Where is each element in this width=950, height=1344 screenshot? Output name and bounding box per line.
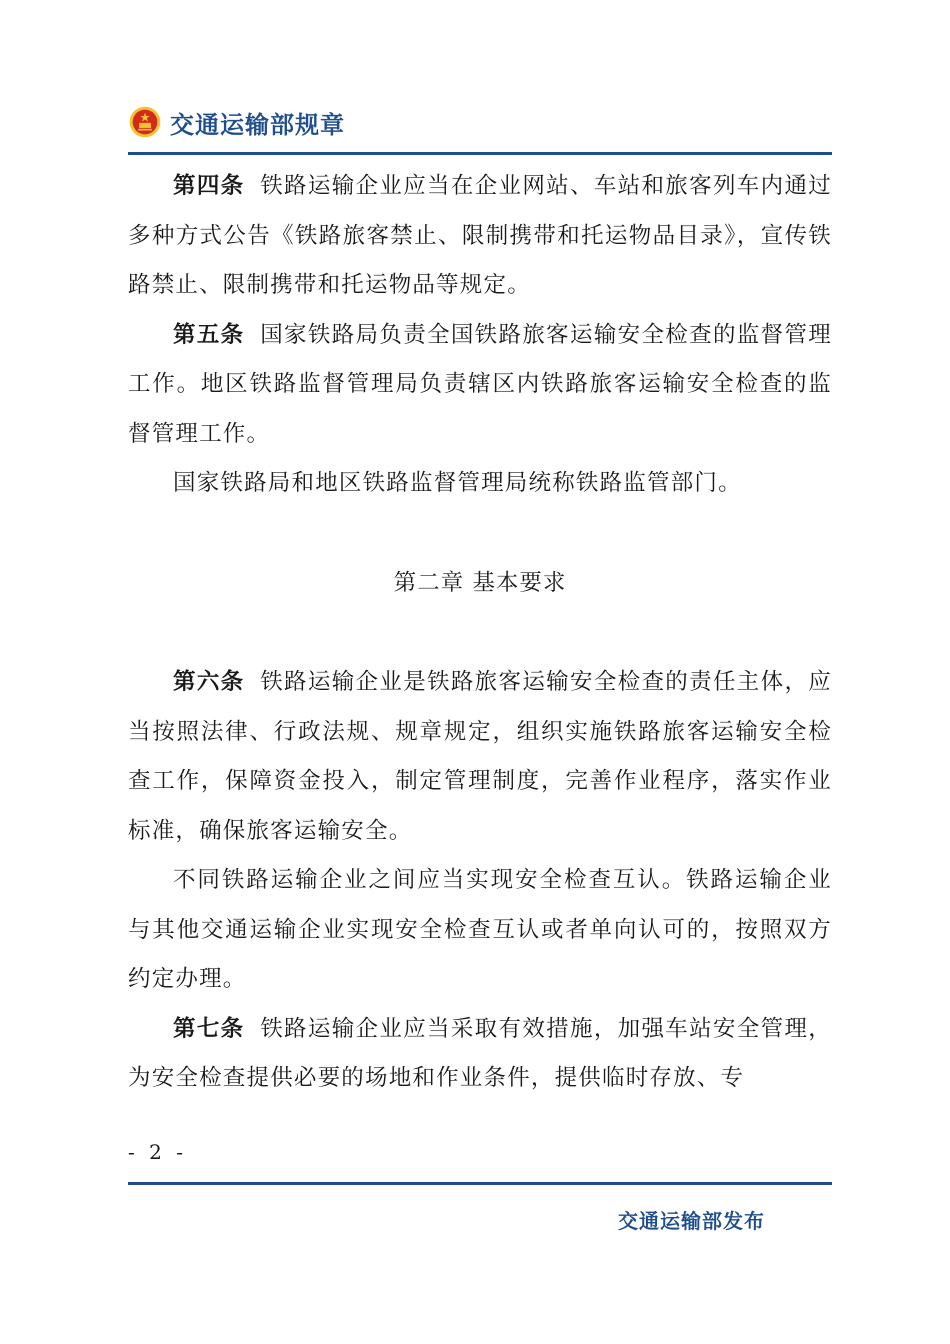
header-title: 交通运输部规章 [170,110,345,139]
article-text: 铁路运输企业应当采取有效措施，加强车站安全管理，为安全检查提供必要的场地和作业条件，提供临时存放、专 [128,1015,832,1091]
footer-publisher: 交通运输部发布 [618,1209,765,1233]
article-number: 第五条 [173,321,245,348]
paragraph-text: 国家铁路局和地区铁路监督管理局统称铁路监管部门。 [173,470,742,496]
article-paragraph [128,1005,832,1104]
page-header [128,100,345,144]
document-body [128,162,832,1104]
article-paragraph [128,311,832,460]
national-emblem-icon [128,105,162,139]
article-number: 第七条 [173,1015,245,1042]
article-paragraph [128,162,832,311]
chapter-heading: 第二章 基本要求 [393,569,567,596]
paragraph-text: 不同铁路运输企业之间应当实现安全检查互认。铁路运输企业与其他交通运输企业实现安全检查互认或者单向认可的，按照双方约定办理。 [128,867,832,992]
page-number: - 2 - [128,1140,187,1164]
article-text: 铁路运输企业应当在企业网站、车站和旅客列车内通过多种方式公告《铁路旅客禁止、限制携带和托运物品目录》，宣传铁路禁止、限制携带和托运物品等规定。 [128,173,832,298]
article-text: 铁路运输企业是铁路旅客运输安全检查的责任主体，应当按照法律、行政法规、规章规定，组织实施铁路旅客运输安全检查工作，保障资金投入，制定管理制度，完善作业程序，落实作业标准，确保旅客运输安全。 [128,669,832,844]
article-number: 第四条 [173,173,245,199]
body-paragraph [128,856,832,1005]
article-paragraph [128,658,832,856]
footer-divider [128,1182,832,1185]
header-divider [128,152,832,155]
body-paragraph [128,459,832,509]
article-text: 国家铁路局负责全国铁路旅客运输安全检查的监督管理工作。地区铁路监督管理局负责辖区内铁路旅客运输安全检查的监督管理工作。 [128,321,832,447]
article-number: 第六条 [173,669,245,695]
